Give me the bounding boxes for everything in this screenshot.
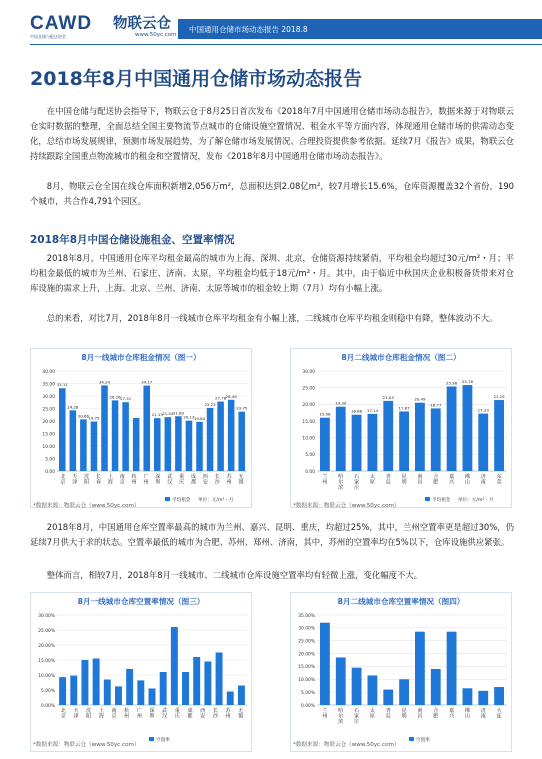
x-tick-label: 原 [369, 479, 375, 486]
y-tick-label: 25.00 [42, 407, 55, 413]
x-tick-label: 北 [60, 708, 66, 714]
x-tick-label: 锡 [238, 713, 244, 720]
x-tick-label: 京 [60, 479, 66, 486]
bar [175, 416, 182, 471]
x-tick-label: 石 [354, 708, 360, 714]
x-tick-label: 北 [60, 474, 66, 480]
data-label: 33.11 [56, 382, 68, 388]
data-label: 25.23 [204, 401, 216, 407]
y-tick-label: 15.00% [298, 665, 315, 671]
x-tick-label: 州 [131, 479, 137, 486]
bar [137, 680, 144, 705]
chart-4-source: *数据来源：物联云仓（www.50yc.com） [293, 742, 400, 748]
y-tick-label: 10.00 [42, 444, 55, 450]
bar [70, 676, 77, 705]
legend-swatch [425, 497, 430, 501]
y-tick-label: 30.00% [38, 613, 55, 619]
x-tick-label: 尔 [338, 713, 344, 720]
x-tick-label: 济 [480, 708, 486, 714]
x-tick-label: 都 [191, 479, 197, 486]
x-tick-label: 兴 [449, 479, 455, 486]
x-tick-label: 连 [496, 713, 502, 720]
report-tag: 中国通用仓储市场动态报告 2018.8 [189, 25, 308, 34]
bar [227, 692, 234, 706]
x-tick-label: 昆 [401, 474, 407, 480]
x-tick-label: 肥 [433, 479, 439, 486]
bar [415, 403, 425, 471]
x-tick-label: 州 [124, 713, 130, 720]
x-tick-label: 肥 [433, 713, 439, 720]
y-tick-label: 0.00 [45, 469, 55, 475]
page-title: 2018年8月中国通用仓储市场动态报告 [30, 68, 363, 90]
x-tick-label: 安 [202, 479, 208, 486]
bar [171, 627, 178, 705]
y-tick-label: 10.00 [302, 436, 315, 442]
x-tick-label: 汉 [162, 713, 168, 720]
chart-panel-3 [30, 592, 252, 752]
bar [80, 419, 87, 471]
bar [112, 400, 119, 471]
y-tick-label: 10.00% [38, 673, 55, 679]
cawd-logo-text: CAWD [30, 13, 93, 34]
x-tick-label: 上 [98, 708, 104, 714]
data-label: 21.54 [162, 411, 174, 417]
x-tick-label: 海 [107, 479, 113, 486]
data-label: 19.64 [193, 415, 206, 421]
data-label: 21.89 [172, 410, 184, 416]
bar [399, 679, 409, 705]
data-label: 25.78 [461, 379, 473, 385]
chart-1-source: *数据来源：物联云仓（www.50yc.com） [33, 503, 140, 509]
y-tick-label: 25.00% [38, 628, 55, 634]
y-tick-label: 30.00 [42, 394, 55, 400]
x-tick-label: 山 [464, 479, 470, 486]
x-tick-label: 石 [354, 474, 360, 480]
y-tick-label: 15.00 [302, 419, 315, 425]
vacancy-paragraph: 2018年8月，中国通用仓库空置率最高的城市为兰州、嘉兴、昆明、重庆，均超过25%，其中，兰州空置率更是超过30%，仍延续7月供大于求的状态。空置率最低的城市为合肥、苏州、郑州、济南，其中，苏州的空置率均在5%以下，仓库设施供应紧张。 [30, 522, 514, 547]
bar [204, 662, 211, 706]
x-tick-label: 合 [433, 708, 439, 714]
cawd-logo-subtext: 中国仓储与配送协会 [30, 34, 66, 39]
section-heading: 2018年8月中国仓储设施租金、空置率情况 [30, 234, 235, 246]
x-tick-label: 上 [107, 474, 113, 480]
y-tick-label: 0.00 [305, 469, 315, 475]
x-tick-label: 津 [73, 713, 79, 720]
bar [196, 422, 203, 471]
x-tick-label: 佛 [464, 474, 470, 480]
header-divider [30, 44, 542, 45]
y-tick-label: 5.00% [41, 688, 55, 694]
x-tick-label: 杭 [124, 708, 130, 714]
x-tick-label: 州 [322, 713, 328, 720]
x-tick-label: 西 [202, 474, 208, 480]
y-tick-label: 5.00 [305, 453, 315, 459]
x-tick-label: 武 [167, 474, 173, 480]
x-tick-label: 尔 [338, 479, 344, 486]
bar [352, 668, 362, 705]
bar [115, 686, 122, 705]
data-label: 28.49 [225, 393, 237, 399]
legend-swatch [165, 497, 170, 501]
bar [447, 386, 457, 471]
bar [70, 410, 77, 471]
chart-2-svg [291, 349, 513, 509]
x-tick-label: 兴 [449, 713, 455, 720]
x-tick-label: 家 [354, 479, 360, 486]
x-tick-label: 京 [111, 713, 117, 720]
x-tick-label: 兰 [322, 708, 328, 714]
chart-panel-1 [30, 348, 252, 508]
bar [352, 415, 362, 471]
data-label: 19.75 [88, 415, 100, 421]
x-tick-label: 无 [238, 708, 244, 714]
x-tick-label: 南 [480, 479, 486, 486]
x-tick-label: 长 [96, 474, 102, 480]
x-tick-label: 锡 [238, 479, 244, 486]
x-tick-label: 长 [214, 474, 220, 480]
y-tick-label: 15.00% [38, 658, 55, 664]
x-tick-label: 南 [417, 474, 423, 480]
x-tick-label: 哈 [338, 474, 344, 480]
x-tick-label: 哈 [338, 708, 344, 714]
x-tick-label: 庄 [354, 719, 360, 726]
x-tick-label: 重 [174, 708, 180, 714]
summary-paragraph: 8月，物联云仓全国在线仓库面积新增2,056万m²，总面积达到2.08亿m²，较7月增长15.6%，仓库资源覆盖32个省份，190个城市，共合作4,791个园区。 [30, 181, 514, 206]
cawd-logo [30, 13, 108, 39]
intro-paragraph: 在中国仓储与配送协会指导下，物联云仓于8月25日首次发布《2018年7月中国通用仓储市场动态报告》，数据来源于对物联云仓实时数据的整理，全面总结全国主要物流节点城市的仓储设施空置情况、租金水平等方面内容，体现通用仓储市场的供需动态变化，总结市场发展规律，预测市场发展趋势，为了解仓储市场发展情况、合理投资提供参考依据。延续7月《报告》成果，物联云仓持续跟踪全国重点物流城市的租金和空置情况，发布《2018年8月中国通用仓储市场动态报告》。 [30, 106, 514, 161]
x-tick-label: 嘉 [449, 474, 455, 480]
x-tick-label: 州 [136, 713, 142, 720]
bar [336, 657, 346, 705]
x-tick-label: 成 [191, 474, 197, 480]
x-tick-label: 阳 [86, 713, 92, 720]
bar [336, 407, 346, 471]
wulianyuncang-logo [113, 12, 175, 44]
x-tick-label: 青 [385, 708, 391, 714]
y-tick-label: 20.00% [298, 652, 315, 658]
x-tick-label: 家 [354, 713, 360, 720]
x-tick-label: 安 [200, 713, 206, 720]
bar [182, 672, 189, 705]
data-label: 23.75 [236, 405, 248, 411]
chart-panel-4 [290, 592, 512, 752]
x-tick-label: 太 [369, 474, 375, 480]
bar [216, 653, 223, 706]
bar [399, 411, 409, 471]
data-label: 27.51 [120, 396, 132, 402]
x-tick-label: 南 [119, 474, 125, 480]
x-tick-label: 无 [238, 474, 244, 480]
x-tick-label: 青 [385, 474, 391, 480]
x-tick-label: 莞 [496, 479, 502, 486]
bar [143, 386, 150, 471]
x-tick-label: 州 [225, 713, 231, 720]
x-tick-label: 庄 [354, 485, 360, 492]
chart-panel-2 [290, 348, 512, 508]
x-tick-label: 东 [496, 474, 502, 480]
y-tick-label: 0.00% [301, 703, 315, 709]
x-tick-label: 京 [119, 479, 125, 486]
bar [431, 669, 441, 705]
x-tick-label: 京 [60, 713, 66, 720]
y-tick-label: 35.00 [42, 382, 55, 388]
x-tick-label: 长 [212, 708, 218, 714]
x-tick-label: 南 [480, 713, 486, 720]
data-label: 34.24 [98, 379, 111, 385]
x-tick-label: 苏 [226, 474, 232, 480]
x-tick-label: 南 [111, 708, 117, 714]
data-label: 21.13 [151, 412, 163, 418]
data-label: 17.23 [477, 407, 489, 413]
x-tick-label: 州 [322, 479, 328, 486]
y-tick-label: 15.00 [42, 432, 55, 438]
page-header [0, 0, 542, 46]
x-tick-label: 原 [369, 713, 375, 720]
bar [126, 669, 133, 705]
y-tick-label: 20.00 [42, 419, 55, 425]
bar [238, 686, 245, 706]
x-tick-label: 沙 [214, 479, 220, 486]
report-tag-bar [178, 19, 542, 39]
x-tick-label: 成 [187, 708, 193, 714]
y-tick-label: 30.00% [298, 626, 315, 632]
data-label: 18.77 [430, 402, 442, 408]
bar [186, 421, 193, 471]
x-tick-label: 广 [136, 708, 142, 714]
bar [207, 408, 214, 471]
x-tick-label: 滨 [338, 485, 344, 492]
bar [165, 417, 172, 471]
x-tick-label: 大 [496, 708, 502, 714]
data-label: 25.36 [446, 380, 458, 386]
x-tick-label: 南 [417, 708, 423, 714]
y-tick-label: 5.00% [301, 690, 315, 696]
x-tick-label: 岛 [385, 713, 391, 720]
y-tick-label: 20.00 [302, 403, 315, 409]
x-tick-label: 昌 [417, 713, 423, 720]
data-label: 19.30 [335, 400, 347, 406]
data-label: 16.88 [351, 408, 363, 414]
x-tick-label: 沈 [86, 708, 92, 714]
x-tick-label: 太 [369, 708, 375, 714]
bar [91, 422, 98, 471]
bar [463, 385, 473, 471]
x-tick-label: 明 [401, 713, 407, 720]
x-tick-label: 天 [72, 474, 78, 480]
bar [93, 659, 100, 706]
bar [228, 400, 235, 471]
data-label: 20.13 [183, 414, 195, 420]
legend-swatch [149, 737, 154, 741]
bar [160, 672, 167, 705]
vacancy-summary-paragraph: 整体而言，相较7月，2018年8月一线城市、二线城市仓库设施空置率均有轻微上涨，变化幅度不大。 [46, 570, 423, 580]
legend-unit: 单位：元/m²・月 [458, 498, 494, 503]
x-tick-label: 圳 [155, 479, 161, 486]
legend-unit: 单位：元/m²・月 [198, 498, 234, 503]
x-tick-label: 庆 [179, 479, 185, 486]
y-tick-label: 25.00 [302, 386, 315, 392]
bar [217, 402, 224, 471]
bar [149, 689, 156, 706]
data-label: 21.03 [382, 394, 394, 400]
y-tick-label: 30.00 [302, 369, 315, 375]
x-tick-label: 嘉 [449, 708, 455, 714]
x-tick-label: 沈 [84, 474, 90, 480]
bar [154, 418, 161, 471]
bar [494, 400, 504, 471]
bar [368, 675, 378, 705]
x-tick-label: 深 [149, 708, 155, 714]
y-tick-label: 0.00% [41, 703, 55, 709]
x-tick-label: 山 [464, 713, 470, 720]
x-tick-label: 阳 [84, 479, 90, 486]
bar [133, 418, 140, 471]
x-tick-label: 庆 [174, 713, 180, 720]
bar [104, 680, 111, 706]
x-tick-label: 兰 [322, 474, 328, 480]
data-label: 20.66 [77, 413, 89, 419]
legend-label: 空置率 [416, 738, 430, 743]
chart-title-4: 8月二线城市仓库空置率情况（图四） [337, 597, 465, 606]
bar [447, 632, 457, 705]
bar [463, 688, 473, 705]
bar [320, 623, 330, 705]
data-label: 24.28 [67, 404, 79, 410]
data-label: 20.49 [414, 396, 426, 402]
wulianyuncang-logo-text: 物联云仓 [113, 16, 171, 32]
chart-3-svg [31, 593, 253, 753]
rent-paragraph: 2018年8月，中国通用仓库平均租金最高的城市为上海、深圳、北京，仓储资源持续紧俏，平均租金均超过30元/m²・月；平均租金最低的城市为兰州、石家庄、济南、太原，平均租金均低于18元/m²・月。其中，由于临近中秋国庆企业积极备货带来对仓库设施的需求上升，上海、北京、兰州、济南、太原等城市的租金较上期（7月）均有小幅上涨。 [30, 253, 514, 293]
x-tick-label: 都 [187, 713, 193, 720]
x-tick-label: 昌 [417, 479, 423, 486]
x-tick-label: 佛 [464, 708, 470, 714]
chart-title-2: 8月二线城市仓库租金情况（图二） [341, 353, 461, 362]
data-label: 34.17 [141, 379, 153, 385]
bar [431, 408, 441, 471]
y-tick-label: 25.00% [298, 639, 315, 645]
legend-label: 空置率 [156, 738, 170, 743]
bar [81, 660, 88, 705]
bar [383, 690, 393, 705]
legend-label: 平均租金 [172, 498, 191, 503]
y-tick-label: 40.00 [42, 369, 55, 375]
y-tick-label: 5.00 [45, 457, 55, 463]
chart-title-1: 8月一线城市仓库租金情况（图一） [81, 353, 201, 362]
x-tick-label: 春 [96, 479, 102, 486]
bar [101, 385, 108, 471]
bar [494, 687, 504, 705]
y-tick-label: 10.00% [298, 678, 315, 684]
x-tick-label: 津 [72, 479, 78, 486]
x-tick-label: 圳 [149, 713, 155, 720]
x-tick-label: 海 [98, 713, 104, 720]
x-tick-label: 济 [480, 474, 486, 480]
bar [478, 414, 488, 471]
data-label: 17.87 [398, 405, 410, 411]
x-tick-label: 杭 [131, 474, 137, 480]
chart-2-source: *数据来源：物联云仓（www.50yc.com） [293, 503, 400, 509]
chart-4-svg [291, 593, 513, 753]
x-tick-label: 滨 [338, 719, 344, 726]
bar [59, 388, 66, 471]
bar [415, 632, 425, 705]
wulianyuncang-logo-url: www.50yc.com [135, 32, 177, 38]
bar [478, 691, 488, 705]
x-tick-label: 明 [401, 479, 407, 486]
chart-title-3: 8月一线城市仓库空置率情况（图三） [77, 597, 205, 606]
x-tick-label: 深 [155, 474, 161, 480]
data-label: 17.14 [366, 407, 378, 413]
bar [238, 412, 245, 471]
chart-3-source: *数据来源：物联云仓（www.50yc.com） [33, 742, 140, 748]
bar [122, 402, 129, 471]
bar [320, 418, 330, 471]
x-tick-label: 西 [200, 708, 206, 714]
x-tick-label: 苏 [225, 708, 231, 714]
legend-swatch [409, 737, 414, 741]
chart-1-svg [31, 349, 253, 509]
x-tick-label: 广 [143, 474, 149, 480]
rent-summary-paragraph: 总的来看，对比7月，2018年8月一线城市仓库平均租金有小幅上涨，二线城市仓库平均租金则稳中有降，整体波动不大。 [46, 313, 498, 323]
x-tick-label: 重 [179, 474, 185, 480]
x-tick-label: 天 [73, 708, 79, 714]
x-tick-label: 沙 [212, 713, 218, 720]
x-tick-label: 昆 [401, 708, 407, 714]
data-label: 27.78 [215, 395, 227, 401]
bar [368, 414, 378, 471]
data-label: 15.98 [319, 411, 331, 417]
bar [193, 657, 200, 705]
data-label: 28.26 [109, 394, 121, 400]
x-tick-label: 州 [226, 479, 232, 486]
x-tick-label: 汉 [167, 479, 173, 486]
legend-label: 平均租金 [432, 498, 451, 503]
data-label: 21.29 [493, 394, 505, 400]
x-tick-label: 武 [162, 708, 168, 714]
y-tick-label: 20.00% [38, 643, 55, 649]
y-tick-label: 35.00% [298, 613, 315, 619]
x-tick-label: 合 [433, 474, 439, 480]
bar [383, 401, 393, 471]
x-tick-label: 州 [143, 479, 149, 486]
x-tick-label: 岛 [385, 479, 391, 486]
bar [59, 677, 66, 705]
